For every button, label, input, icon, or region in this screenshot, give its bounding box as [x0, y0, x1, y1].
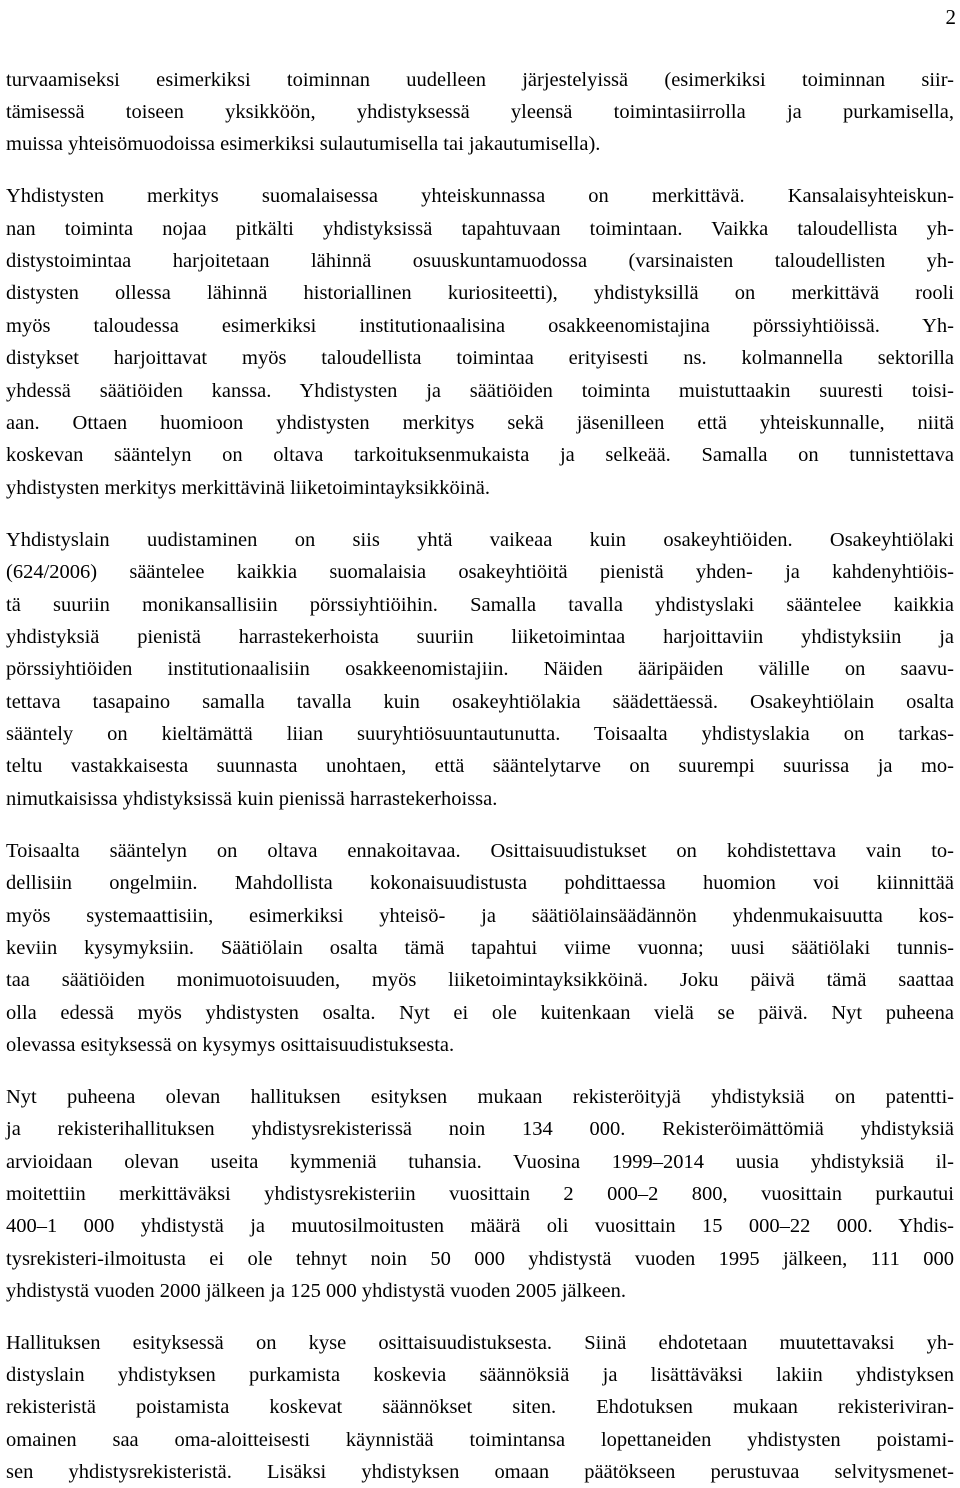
text-line: yhdistyksiä pienistä harrastekerhoista suuriin liiketoimintaa harjoittaviin yhdistyksiin ja — [6, 626, 954, 648]
text-line: yhdessä säätiöiden kanssa. Yhdistysten ja säätiöiden toiminta muistuttaakin suuresti toisi- — [6, 380, 954, 402]
text-line: tämisessä toiseen yksikköön, yhdistyksessä yleensä toimintasiirrolla ja purkamisella, — [6, 101, 954, 123]
text-line: rekisteristä poistamista koskevat säännökset siten. Ehdotuksen mukaan rekisteriviran- — [6, 1396, 954, 1418]
text-line: turvaamiseksi esimerkiksi toiminnan uudelleen järjestelyissä (esimerkiksi toiminnan siir- — [6, 69, 954, 91]
text-line: distykset harjoittavat myös taloudellista toimintaa erityisesti ns. kolmannella sektorilla — [6, 347, 954, 369]
text-line: olla edessä myös yhdistysten osalta. Nyt ei ole kuitenkaan vielä se päivä. Nyt puheena — [6, 1002, 954, 1024]
text-line: sääntely on kieltämättä liian suuryhtiösuuntautunutta. Toisaalta yhdistyslakia on tarkas- — [6, 723, 954, 745]
text-line: distysten ollessa lähinnä historiallinen kuriositeetti), yhdistyksillä on merkittävä rooli — [6, 282, 954, 304]
text-line: yhdistystä vuoden 2000 jälkeen ja 125 000 yhdistystä vuoden 2005 jälkeen. — [6, 1280, 627, 1302]
text-line: myös systemaattisiin, esimerkiksi yhteisö- ja säätiölainsäädännön yhdenmukaisuutta kos- — [6, 905, 954, 927]
text-line: arvioidaan olevan useita kymmeniä tuhansia. Vuosina 1999–2014 uusia yhdistyksiä il- — [6, 1151, 954, 1173]
text-line: omainen saa oma-aloitteisesti käynnistää toimintansa lopettaneiden yhdistysten poistami- — [6, 1429, 954, 1451]
text-line: taa säätiöiden monimuotoisuuden, myös liiketoimintayksikköinä. Joku päivä tämä saattaa — [6, 969, 954, 991]
text-line: tä suuriin monikansallisiin pörssiyhtiöihin. Samalla tavalla yhdistyslaki sääntelee kaikkia — [6, 594, 954, 616]
text-line: ja rekisterihallituksen yhdistysrekisterissä noin 134 000. Rekisteröimättömiä yhdistyksiä — [6, 1118, 954, 1140]
text-line: (624/2006) sääntelee kaikkia suomalaisia osakeyhtiöitä pienistä yhden- ja kahdenyhtiöis- — [6, 561, 954, 583]
text-line: moitettiin merkittäväksi yhdistysrekisteriin vuosittain 2 000–2 800, vuosittain purkautui — [6, 1183, 954, 1205]
text-line: olevassa esityksessä on kysymys osittaisuudistuksesta. — [6, 1034, 455, 1056]
text-line: nimutkaisissa yhdistyksissä kuin pienissä harrastekerhoissa. — [6, 788, 498, 810]
text-line: Toisaalta sääntelyn on oltava ennakoitavaa. Osittaisuudistukset on kohdistettava vain to- — [6, 840, 954, 862]
text-line: distystoimintaa harjoitetaan lähinnä osuuskuntamuodossa (varsinaisten taloudellisten yh- — [6, 250, 954, 272]
text-line: aan. Ottaen huomioon yhdistysten merkitys sekä jäsenilleen että yhteiskunnalle, niitä — [6, 412, 954, 434]
text-line: Yhdistyslain uudistaminen on siis yhtä vaikeaa kuin osakeyhtiöiden. Osakeyhtiölaki — [6, 529, 954, 551]
text-line: tysrekisteri-ilmoitusta ei ole tehnyt noin 50 000 yhdistystä vuoden 1995 jälkeen, 111 000 — [6, 1248, 954, 1270]
text-line: distyslain yhdistyksen purkamista koskevia säännöksiä ja lisättäväksi lakiin yhdistyksen — [6, 1364, 954, 1386]
text-line: nan toiminta nojaa pitkälti yhdistyksissä tapahtuvaan toimintaan. Vaikka taloudellista yh- — [6, 218, 954, 240]
page-number: 2 — [945, 5, 956, 29]
text-line: pörssiyhtiöiden institutionaalisiin osakkeenomistajiin. Näiden ääripäiden välille on saavu- — [6, 658, 954, 680]
text-line: tettava tasapaino samalla tavalla kuin osakeyhtiölakia säädettäessä. Osakeyhtiölain osalta — [6, 691, 954, 713]
text-line: keviin kysymyksiin. Säätiölain osalta tämä tapahtui viime vuonna; uusi säätiölaki tunnis- — [6, 937, 954, 959]
text-line: myös taloudessa esimerkiksi institutionaalisina osakkeenomistajina pörssiyhtiöissä. Yh- — [6, 315, 954, 337]
text-line: koskevan sääntelyn on oltava tarkoituksenmukaista ja selkeää. Samalla on tunnistettava — [6, 444, 954, 466]
text-line: Hallituksen esityksessä on kyse osittaisuudistuksesta. Siinä ehdotetaan muutettavaksi yh- — [6, 1332, 954, 1354]
text-line: Yhdistysten merkitys suomalaisessa yhteiskunnassa on merkittävä. Kansalaisyhteiskun- — [6, 185, 954, 207]
text-line: teltu vastakkaisesta suunnasta unohtaen, että sääntelytarve on suurempi suurissa ja mo- — [6, 755, 954, 777]
text-line: muissa yhteisömuodoissa esimerkiksi sulautumisella tai jakautumisella). — [6, 133, 601, 155]
text-line: yhdistysten merkitys merkittävinä liiketoimintayksikköinä. — [6, 477, 490, 499]
text-line: 400–1 000 yhdistystä ja muutosilmoitusten määrä oli vuosittain 15 000–22 000. Yhdis- — [6, 1215, 954, 1237]
text-line: Nyt puheena olevan hallituksen esityksen mukaan rekisteröityjä yhdistyksiä on patentti- — [6, 1086, 954, 1108]
text-line: dellisiin ongelmiin. Mahdollista kokonaisuudistusta pohdittaessa huomion voi kiinnittää — [6, 872, 954, 894]
text-line: sen yhdistysrekisteristä. Lisäksi yhdistyksen omaan päätökseen perustuvaa selvitysmenet- — [6, 1461, 954, 1483]
